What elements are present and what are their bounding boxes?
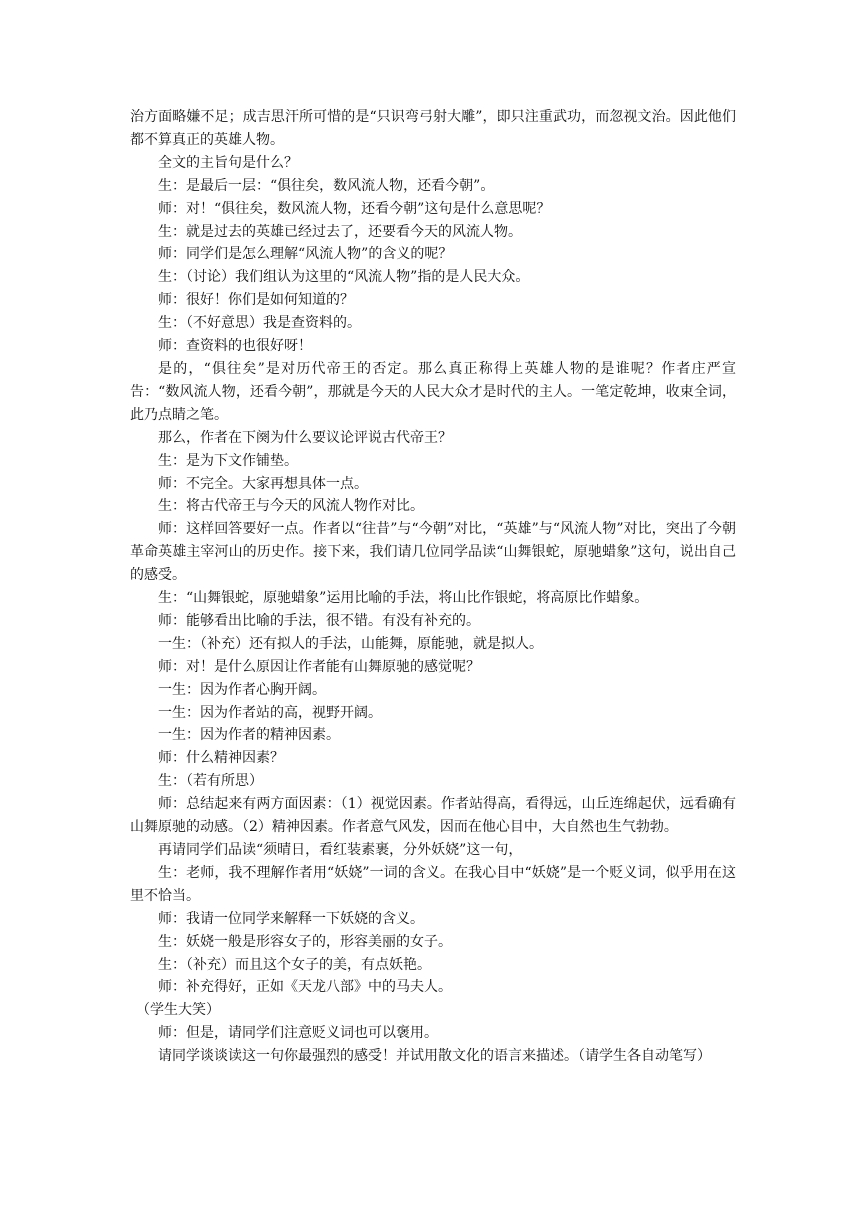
paragraph: 全文的主旨句是什么？ (158, 154, 298, 171)
paragraph: 生：（补充）而且这个女子的美，有点妖艳。 (158, 956, 431, 973)
paragraph: （学生大笑） (136, 1002, 220, 1019)
paragraph: 治方面略嫌不足；成吉思汗所可惜的是“只识弯弓射大雕”，即只注重武功，而忽视文治。因此他们都不算真正的英雄人物。 (130, 109, 736, 148)
paragraph: 师：很好！你们是如何知道的？ (158, 292, 354, 309)
paragraph: 生：老师，我不理解作者用“妖娆”一词的含义。在我心目中“妖娆”是一个贬义词，似乎用在这里不恰当。 (130, 864, 736, 904)
paragraph: 生：将古代帝王与今天的风流人物作对比。 (158, 498, 424, 515)
paragraph: 师：同学们是怎么理解“风流人物”的含义的呢？ (158, 246, 453, 263)
paragraph: 一生：因为作者心胸开阔。 (158, 681, 326, 698)
paragraph: 师：不完全。大家再想具体一点。 (158, 475, 368, 492)
paragraph: 生：妖娆一般是形容女子的，形容美丽的女子。 (158, 933, 452, 950)
paragraph: 生：就是过去的英雄已经过去了，还要看今天的风流人物。 (158, 223, 522, 240)
paragraph: 一生：（补充）还有拟人的手法，山能舞，原能驰，就是拟人。 (158, 635, 543, 652)
paragraph: 生：（不好意思）我是查资料的。 (158, 315, 361, 332)
document-body (130, 106, 736, 1068)
paragraph: 生：是为下文作铺垫。 (158, 452, 298, 469)
paragraph: 师：这样回答要好一点。作者以“往昔”与“今朝”对比，“英雄”与“风流人物”对比，突出了今朝革命英雄主宰河山的历史作。接下来，我们请几位同学品读“山舞银蛇，原驰蜡象”这句，说出自己的感受。 (130, 521, 736, 584)
paragraph: 师：我请一位同学来解释一下妖娆的含义。 (158, 910, 424, 927)
paragraph: 师：什么精神因素？ (158, 750, 284, 767)
paragraph: 师：补充得好，正如《天龙八部》中的马夫人。 (158, 979, 452, 996)
paragraph: 请同学谈谈读这一句你最强烈的感受！并试用散文化的语言来描述。（请学生各自动笔写） (158, 1048, 711, 1065)
paragraph: 师：总结起来有两方面因素：（1）视觉因素。作者站得高，看得远，山丘连绵起伏，远看确有山舞原驰的动感。（2）精神因素。作者意气风发，因而在他心目中，大自然也生气勃勃。 (130, 796, 736, 836)
paragraph: 是的，“俱往矣”是对历代帝王的否定。那么真正称得上英雄人物的是谁呢？作者庄严宣告：“数风流人物，还看今朝”，那就是今天的人民大众才是时代的主人。一笔定乾坤，收束全词，此乃点睛之笔。 (130, 360, 736, 423)
paragraph: 师：能够看出比喻的手法，很不错。有没有补充的。 (158, 612, 480, 629)
paragraph: 生：（若有所思） (158, 773, 263, 790)
paragraph: 那么，作者在下阕为什么要议论评说古代帝王？ (158, 429, 452, 446)
paragraph: 师：对！“俱往矣，数风流人物，还看今朝”这句是什么意思呢？ (158, 200, 551, 217)
paragraph: 生：“山舞银蛇，原驰蜡象”运用比喻的手法，将山比作银蛇，将高原比作蜡象。 (158, 590, 649, 607)
paragraph: 师：但是，请同学们注意贬义词也可以褒用。 (158, 1025, 438, 1042)
paragraph: 再请同学们品读“须晴日，看红装素裹，分外妖娆”这一句， (158, 842, 523, 858)
paragraph: 生：（讨论）我们组认为这里的“风流人物”指的是人民大众。 (158, 269, 530, 286)
paragraph: 一生：因为作者的精神因素。 (158, 727, 340, 744)
paragraph: 师：查资料的也很好呀！ (158, 338, 312, 355)
paragraph: 师：对！是什么原因让作者能有山舞原驰的感觉呢？ (158, 658, 480, 675)
paragraph: 生：是最后一层：“俱往矣，数风流人物，还看今朝”。 (158, 177, 495, 194)
paragraph: 一生：因为作者站的高，视野开阔。 (158, 704, 382, 721)
